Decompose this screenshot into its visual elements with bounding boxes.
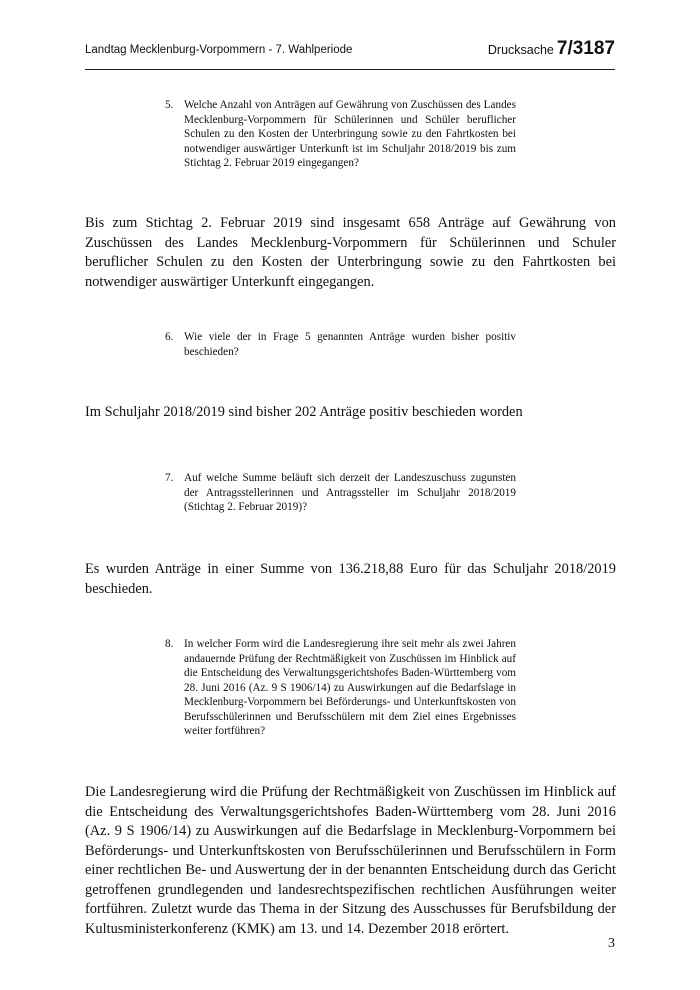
document-number: 7/3187 (556, 38, 615, 59)
question-8 (165, 637, 516, 739)
question-number: 5. (165, 99, 174, 111)
page-number: 3 (608, 936, 615, 951)
header-rule (85, 69, 615, 70)
header-document-label: Drucksache (487, 43, 554, 57)
answer-8: Die Landesregierung wird die Prüfung der Rechtmäßigkeit von Zuschüssen im Hinblick auf die Entscheidung des Verwaltungsgerichtshofes Baden-Württemberg vom 28. Juni 2016 (Az. 9 S 1906/14) zu Auswirkungen auf die Bedarfslage in Mecklenburg-Vorpommern bei Beförderungs- und Unterkunftskosten von Berufsschülerinnen und Berufsschülern in Form einer rechtlichen Be- und Auswertung der in der benannten Entscheidung durch das Gericht getroffenen grundlegenden und landesrechtspezifischen rechtlichen Ausführungen weiter fortführen. Zuletzt wurde das Thema in der Sitzung des Ausschusses für Berufsbildung der Kultusministerkonferenz (KMK) am 13. und 14. Dezember 2018 erörtert. (85, 784, 616, 937)
question-7 (165, 471, 516, 515)
header-document-number (488, 38, 615, 60)
question-5 (165, 98, 516, 171)
answer-6: Im Schuljahr 2018/2019 sind bisher 202 Anträge positiv beschieden worden (85, 404, 523, 420)
answer-5: Bis zum Stichtag 2. Februar 2019 sind insgesamt 658 Anträge auf Gewährung von Zuschüssen des Landes Mecklenburg-Vorpommern für Schülerinnen und Schuler beruflicher Schulen zu den Kosten der Unterbringung sowie zu den Fahrtkosten bei notwendiger auswärtiger Unterkunft eingegangen. (85, 215, 616, 290)
header-parliament-title: Landtag Mecklenburg-Vorpommern - 7. Wahlperiode (85, 44, 353, 56)
question-text: Auf welche Summe beläuft sich derzeit der Landeszuschuss zugunsten der Antragsstellerinnen und Antragssteller im Schuljahr 2018/2019 (Stichtag 2. Februar 2019)? (184, 472, 516, 513)
question-6 (165, 330, 516, 359)
question-text: In welcher Form wird die Landesregierung ihre seit mehr als zwei Jahren andauernde Prüfung der Rechtmäßigkeit von Zuschüssen im Hinblick auf die Entscheidung des Verwaltungsgerichtshofes Baden-Württemberg vom 28. Juni 2016 (Az. 9 S 1906/14) zu Auswirkungen auf die Bedarfslage in Mecklenburg-Vorpommern bei Beförderungs- und Unterkunftskosten von Berufsschülerinnen und Berufsschülern mit dem Ziel eines Ergebnisses weiter fortführen? (184, 638, 516, 737)
question-text: Welche Anzahl von Anträgen auf Gewährung von Zuschüssen des Landes Mecklenburg-Vorpommern für Schülerinnen und Schüler beruflicher Schulen zu den Kosten der Unterbringung sowie zu den Fahrtkosten bei notwendiger auswärtiger Unterkunft ist im Schuljahr 2018/2019 bis zum Stichtag 2. Februar 2019 eingegangen? (184, 99, 516, 169)
question-number: 8. (165, 638, 174, 650)
answer-7: Es wurden Anträge in einer Summe von 136.218,88 Euro für das Schuljahr 2018/2019 beschieden. (85, 561, 616, 597)
question-text: Wie viele der in Frage 5 genannten Anträge wurden bisher positiv beschieden? (184, 331, 516, 358)
question-number: 6. (165, 331, 174, 343)
question-number: 7. (165, 472, 174, 484)
